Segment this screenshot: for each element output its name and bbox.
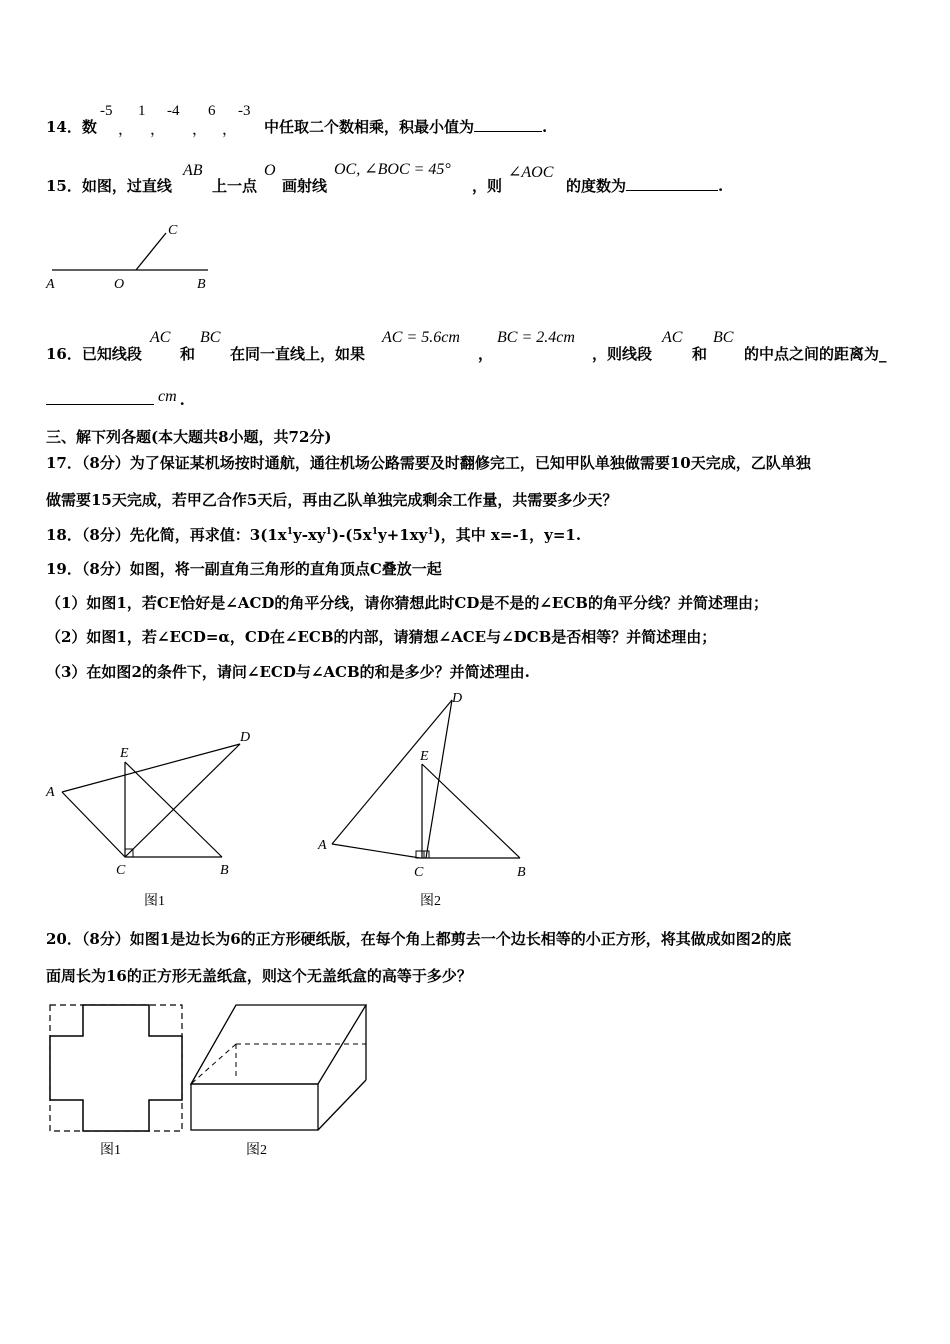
q15-text-3: 画射线 [282,177,328,195]
q18-sup-1: 1 [286,527,293,537]
q14-sep-1: ， [118,122,134,138]
seg-ac [62,792,125,857]
seg-ac [332,844,420,858]
q18-part-1: 18．（8分）先化简，再求值：3(1x [46,526,287,544]
q16-text-5: 的中点之间的距离为 [744,345,880,363]
q18-sup-3: 1 [371,527,378,537]
q14-number: 14． [46,118,82,136]
label-e: E [420,749,429,764]
q16-text-1: 已知线段 [81,345,142,363]
q16-eq1: AC = 5.6cm [382,329,460,346]
q20-figure-1 [40,1000,190,1165]
q16-text-2: 和 [180,345,196,363]
q16-number: 16． [46,345,82,363]
q15-angle: ∠AOC [508,164,554,181]
label-c: C [116,863,126,878]
seg-cd [125,744,240,857]
q18-part-5: )，其中 x=-1，y=1. [433,526,582,544]
cross-shape [50,1005,182,1131]
q14-tail-text: 中任取二个数相乘，积最小值为 [264,118,475,136]
label-e: E [120,746,129,761]
q16-answer-blank[interactable] [46,390,154,405]
right-angle-mark-2 [422,851,429,858]
q14-answer-blank[interactable] [474,117,542,132]
q16-text-3: 在同一直线上，如果 [230,345,366,363]
q19-stem: 19．（8分）如图，将一副直角三角形的直角顶点C叠放一起 [46,560,442,578]
q16-eq2: BC = 2.4cm [497,329,575,346]
label-b: B [517,865,526,880]
seg-ad [332,700,452,844]
q20-figure-2 [188,1000,373,1165]
figure-2-caption: 图2 [420,894,441,909]
q19-figure-1 [40,722,270,912]
q14-value-2: 1 [138,103,146,119]
q20-line-1: 20．（8分）如图1是边长为6的正方形硬纸版，在每个角上都剪去一个边长相等的小正方形，将其做成如图2的底 [46,930,792,948]
q19-sub-2: （2）如图1，若∠ECD=α，CD在∠ECB的内部，请猜想∠ACE与∠DCB是否相等？并简述理由； [46,628,717,646]
seg-cd [426,700,452,858]
q16-end: . [179,391,185,409]
q15-text-4: ，则 [472,177,503,195]
hidden-edge-3 [191,1044,236,1084]
q14-line [46,116,97,137]
q18-sup-2: 1 [325,527,332,537]
q15-ab: AB [183,162,203,179]
label-o: O [114,277,125,292]
label-d: D [240,730,251,745]
q14-sep-4: ， [222,122,238,138]
figure-1-caption: 图1 [144,894,165,909]
q15-text-1: 如图，过直线 [81,177,172,195]
label-b: B [197,277,206,292]
label-c: C [168,223,178,238]
q20-line-2: 面周长为16的正方形无盖纸盒，则这个无盖纸盒的高等于多少？ [46,967,472,985]
q14-sep-3: ， [192,122,208,138]
q14-lead: 数 [81,118,97,136]
ray-oc [136,233,166,270]
q16-text-5-line [744,343,887,364]
q15-text-2: 上一点 [212,177,258,195]
q18-part-2: y-xy [293,526,326,544]
q15-o: O [264,162,276,179]
q18-part-3: )-(5x [331,526,372,544]
q14-end: . [542,118,548,136]
q16-bc-2: BC [713,329,734,346]
q15-number: 15． [46,177,82,195]
q16-text-2b: 和 [692,345,708,363]
label-a: A [318,838,327,853]
q18-line [46,524,581,545]
q15-tail [566,175,723,196]
q17-line-2: 做需要15天完成，若甲乙合作5天后，再由乙队单独完成剩余工作量，共需要多少天？ [46,491,618,509]
q18-sup-4: 1 [427,527,434,537]
q16-underscore: _ [879,345,887,363]
q15-answer-blank[interactable] [626,176,718,191]
q16-ac: AC [150,329,171,346]
q14-value-4: 6 [208,103,216,119]
q15-text-5: 的度数为 [566,177,627,195]
seg-ad [62,744,240,792]
q16-line [46,343,142,364]
section3-title: 三、解下列各题(本大题共8小题，共72分) [46,428,332,446]
q14-value-5: -3 [238,103,251,119]
figure-2-caption: 图2 [246,1143,267,1158]
q16-unit: cm [158,388,177,405]
figure-1-caption: 图1 [100,1143,121,1158]
q14-value-1: -5 [100,103,113,119]
q16-text-4: ，则线段 [592,345,653,363]
q16-answer-line [46,390,185,410]
q17-line-1: 17．（8分）为了保证某机场按时通航，通往机场公路需要及时翻修完工，已知甲队单独做需要10天完成，乙队单独 [46,454,811,472]
q15-end: . [718,177,724,195]
q15-figure [40,218,220,293]
q19-sub-3: （3）在如图2的条件下，请问∠ECD与∠ACB的和是多少？并简述理由. [46,663,530,681]
q14-sep-2: ， [150,122,166,138]
q15-line [46,175,172,196]
q19-figure-2 [310,686,540,912]
front-face [191,1084,318,1130]
q16-comma: ， [478,345,494,363]
label-a: A [46,277,55,292]
label-c: C [414,865,424,880]
right-bottom-edge [318,1080,366,1130]
q16-ac-2: AC [662,329,683,346]
q19-sub-1: （1）如图1，若CE恰好是∠ACD的角平分线，请你猜想此时CD是不是的∠ECB的角平分线？并简述理由； [46,594,768,612]
q14-tail [264,116,547,137]
q18-part-4: y+1xy [377,526,428,544]
q16-bc: BC [200,329,221,346]
q15-expr: OC, ∠BOC = 45° [334,161,451,178]
label-d: D [452,691,463,706]
seg-eb [422,764,520,858]
label-a: A [46,785,55,800]
q14-value-3: -4 [167,103,180,119]
label-b: B [220,863,229,878]
